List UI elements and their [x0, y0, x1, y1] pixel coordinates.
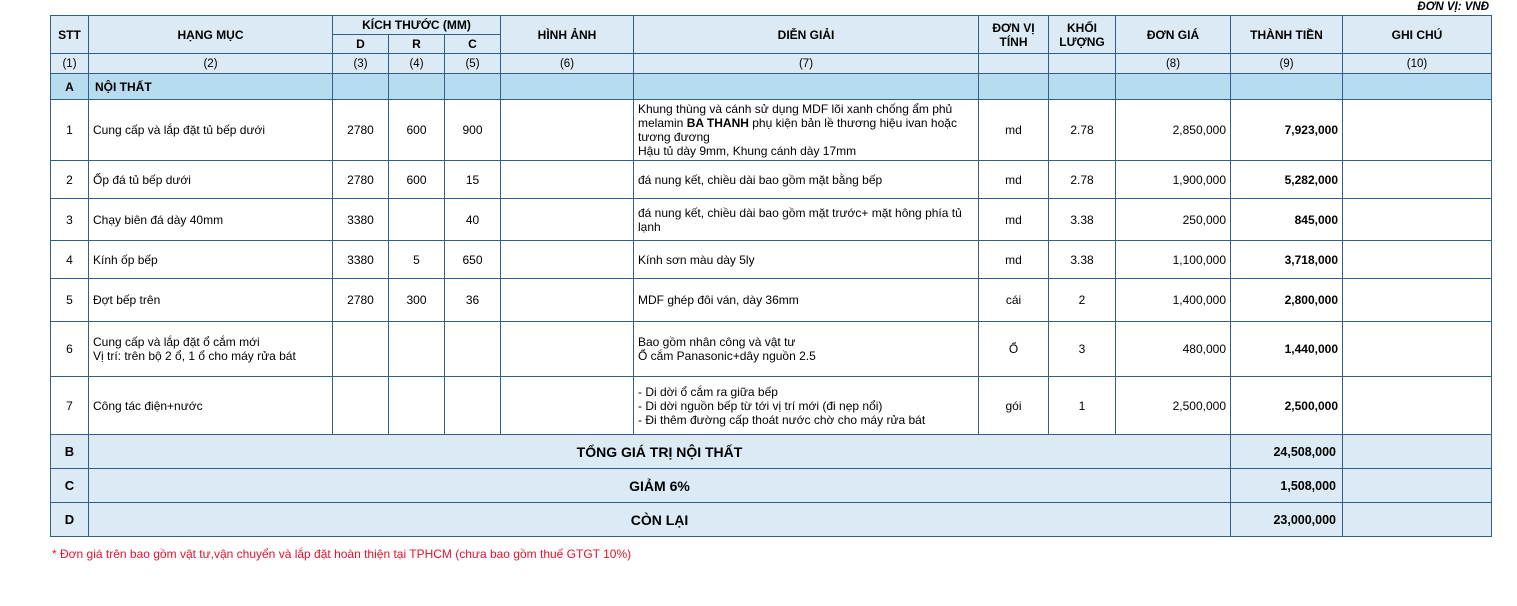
header-dien-giai: DIỄN GIẢI: [634, 16, 979, 54]
row-dim-r: 600: [389, 161, 445, 199]
desc-line-1: - Di dời ổ cắm ra giữa bếp: [638, 384, 778, 399]
desc-line-2: Hậu tủ dày 9mm, Khung cánh dày 17mm: [638, 144, 857, 158]
row-dien-giai: đá nung kết, chiều dài bao gồm mặt trước+ mặt hông phía tủ lạnh: [634, 199, 979, 241]
table-row: [51, 161, 1492, 199]
row-dim-d: 2780: [333, 161, 389, 199]
header-hang-muc: HẠNG MỤC: [89, 16, 333, 54]
row-ghi-chu: [1343, 100, 1492, 161]
row-khoi-luong: 3: [1049, 322, 1116, 377]
row-don-vi-tinh: md: [979, 199, 1049, 241]
row-image-cell: [501, 377, 634, 435]
row-dim-r: [389, 322, 445, 377]
row-dien-giai: [634, 100, 979, 161]
colnum-blank-kl: [1049, 54, 1116, 74]
row-hang-muc: Kính ốp bếp: [89, 241, 333, 279]
row-dim-r: 600: [389, 100, 445, 161]
desc-text-pre: Khung thùng và cánh sử dụng MDF lõi xanh chống ẩm phủ melamin: [638, 102, 953, 130]
row-dim-d: 3380: [333, 241, 389, 279]
section-blank-dvt: [979, 74, 1049, 100]
row-ghi-chu: [1343, 322, 1492, 377]
total-row-b: [51, 435, 1492, 469]
desc-line-2: Ổ cắm Panasonic+dây nguồn 2.5: [638, 349, 816, 363]
section-blank-c: [445, 74, 501, 100]
row-dim-d: 3380: [333, 199, 389, 241]
total-row-c: [51, 469, 1492, 503]
row-don-gia: 2,850,000: [1116, 100, 1231, 161]
row-dim-d: 2780: [333, 279, 389, 322]
row-don-vi-tinh: gói: [979, 377, 1049, 435]
total-blank-ghichu: [1343, 503, 1492, 537]
row-hang-muc: [89, 322, 333, 377]
row-don-gia: 1,400,000: [1116, 279, 1231, 322]
row-don-vi-tinh: md: [979, 161, 1049, 199]
row-dien-giai: [634, 322, 979, 377]
row-hang-muc: Ốp đá tủ bếp dưới: [89, 161, 333, 199]
total-value: 24,508,000: [1231, 435, 1343, 469]
row-dim-c: [445, 377, 501, 435]
column-number-row: [51, 54, 1492, 74]
row-stt: 5: [51, 279, 89, 322]
row-don-gia: 1,100,000: [1116, 241, 1231, 279]
row-dim-r: 300: [389, 279, 445, 322]
table-row: [51, 199, 1492, 241]
section-letter: A: [51, 74, 89, 100]
row-stt: 4: [51, 241, 89, 279]
section-blank-desc: [634, 74, 979, 100]
desc-line-3: - Đi thêm đường cấp thoát nước chờ cho máy rửa bát: [638, 412, 926, 427]
table-header: [51, 16, 1492, 54]
total-label: GIẢM 6%: [89, 469, 1231, 503]
row-dim-c: 650: [445, 241, 501, 279]
row-hang-muc: Đợt bếp trên: [89, 279, 333, 322]
colnum-blank-dvt: [979, 54, 1049, 74]
section-blank-dongia: [1116, 74, 1231, 100]
row-dien-giai: [634, 377, 979, 435]
colnum-9: (9): [1231, 54, 1343, 74]
row-thanh-tien: 2,800,000: [1231, 279, 1343, 322]
table-row: [51, 241, 1492, 279]
footnote: * Đơn giá trên bao gồm vật tư,vận chuyển và lắp đặt hoàn thiện tại TPHCM (chưa bao gồm thuế GTGT 10%): [52, 547, 632, 561]
row-stt: 3: [51, 199, 89, 241]
row-dim-r: 5: [389, 241, 445, 279]
row-ghi-chu: [1343, 199, 1492, 241]
row-don-gia: 1,900,000: [1116, 161, 1231, 199]
row-don-vi-tinh: md: [979, 100, 1049, 161]
row-dim-c: 36: [445, 279, 501, 322]
total-value: 23,000,000: [1231, 503, 1343, 537]
total-label: TỔNG GIÁ TRỊ NỘI THẤT: [89, 435, 1231, 469]
row-hang-muc-line-2: Vị trí: trên bộ 2 ổ, 1 ổ cho máy rửa bát: [93, 349, 296, 363]
desc-line-1: Bao gồm nhân công và vật tư: [638, 335, 796, 349]
row-don-gia: 250,000: [1116, 199, 1231, 241]
section-blank-img: [501, 74, 634, 100]
row-khoi-luong: 2: [1049, 279, 1116, 322]
row-dien-giai: đá nung kết, chiều dài bao gồm mặt bằng bếp: [634, 161, 979, 199]
row-dim-r: [389, 377, 445, 435]
row-hang-muc-line-1: Cung cấp và lắp đặt ổ cắm mới: [93, 335, 260, 349]
header-don-vi-tinh: ĐƠN VỊ TÍNH: [979, 16, 1049, 54]
section-blank-ghichu: [1343, 74, 1492, 100]
row-thanh-tien: 3,718,000: [1231, 241, 1343, 279]
header-dim-c: C: [445, 35, 501, 54]
header-row-1: [51, 16, 1492, 35]
row-ghi-chu: [1343, 279, 1492, 322]
section-name: NỘI THẤT: [89, 74, 333, 100]
row-image-cell: [501, 161, 634, 199]
header-kich-thuoc: KÍCH THƯỚC (MM): [333, 16, 501, 35]
section-blank-r: [389, 74, 445, 100]
row-dim-r: [389, 199, 445, 241]
row-image-cell: [501, 279, 634, 322]
row-dim-d: [333, 322, 389, 377]
currency-note: ĐƠN VỊ: VNĐ: [1417, 1, 1489, 13]
table-row: [51, 100, 1492, 161]
row-dien-giai: MDF ghép đôi ván, dày 36mm: [634, 279, 979, 322]
row-image-cell: [501, 100, 634, 161]
colnum-8: (8): [1116, 54, 1231, 74]
row-dien-giai: Kính sơn màu dày 5ly: [634, 241, 979, 279]
total-value: 1,508,000: [1231, 469, 1343, 503]
row-khoi-luong: 3.38: [1049, 199, 1116, 241]
total-letter: B: [51, 435, 89, 469]
row-dim-c: 40: [445, 199, 501, 241]
row-image-cell: [501, 322, 634, 377]
total-letter: C: [51, 469, 89, 503]
colnum-2: (2): [89, 54, 333, 74]
table-row: [51, 322, 1492, 377]
row-thanh-tien: 2,500,000: [1231, 377, 1343, 435]
row-don-vi-tinh: Ổ: [979, 322, 1049, 377]
section-row-a: [51, 74, 1492, 100]
total-row-d: [51, 503, 1492, 537]
section-blank-thanhtien: [1231, 74, 1343, 100]
row-don-gia: 2,500,000: [1116, 377, 1231, 435]
header-hinh-anh: HÌNH ẢNH: [501, 16, 634, 54]
bill-of-quantities-table: [50, 15, 1492, 537]
section-blank-d: [333, 74, 389, 100]
row-image-cell: [501, 241, 634, 279]
table-row: [51, 279, 1492, 322]
row-thanh-tien: 1,440,000: [1231, 322, 1343, 377]
header-dim-r: R: [389, 35, 445, 54]
row-don-vi-tinh: cái: [979, 279, 1049, 322]
total-blank-ghichu: [1343, 435, 1492, 469]
row-dim-d: 2780: [333, 100, 389, 161]
row-stt: 2: [51, 161, 89, 199]
row-image-cell: [501, 199, 634, 241]
colnum-3: (3): [333, 54, 389, 74]
row-khoi-luong: 2.78: [1049, 100, 1116, 161]
row-thanh-tien: 845,000: [1231, 199, 1343, 241]
row-ghi-chu: [1343, 241, 1492, 279]
colnum-4: (4): [389, 54, 445, 74]
row-khoi-luong: 3.38: [1049, 241, 1116, 279]
row-don-gia: 480,000: [1116, 322, 1231, 377]
row-thanh-tien: 7,923,000: [1231, 100, 1343, 161]
desc-text-post: phụ kiện bản lề thương hiệu ivan hoặc tương đương: [638, 116, 957, 144]
section-blank-kl: [1049, 74, 1116, 100]
desc-brand: BA THANH: [686, 116, 749, 130]
colnum-6: (6): [501, 54, 634, 74]
row-dim-c: 15: [445, 161, 501, 199]
header-thanh-tien: THÀNH TIỀN: [1231, 16, 1343, 54]
header-ghi-chu: GHI CHÚ: [1343, 16, 1492, 54]
row-khoi-luong: 2.78: [1049, 161, 1116, 199]
row-dim-c: 900: [445, 100, 501, 161]
header-don-gia: ĐƠN GIÁ: [1116, 16, 1231, 54]
header-khoi-luong: KHỐI LƯỢNG: [1049, 16, 1116, 54]
colnum-10: (10): [1343, 54, 1492, 74]
total-label: CÒN LẠI: [89, 503, 1231, 537]
row-don-vi-tinh: md: [979, 241, 1049, 279]
row-hang-muc: Chạy biên đá dày 40mm: [89, 199, 333, 241]
row-hang-muc: Cung cấp và lắp đặt tủ bếp dưới: [89, 100, 333, 161]
row-ghi-chu: [1343, 161, 1492, 199]
colnum-7: (7): [634, 54, 979, 74]
header-stt: STT: [51, 16, 89, 54]
header-dim-d: D: [333, 35, 389, 54]
table-row: [51, 377, 1492, 435]
row-stt: 7: [51, 377, 89, 435]
row-stt: 1: [51, 100, 89, 161]
colnum-5: (5): [445, 54, 501, 74]
table-body: [51, 54, 1492, 537]
row-thanh-tien: 5,282,000: [1231, 161, 1343, 199]
row-hang-muc: Công tác điện+nước: [89, 377, 333, 435]
total-blank-ghichu: [1343, 469, 1492, 503]
row-ghi-chu: [1343, 377, 1492, 435]
row-dim-c: [445, 322, 501, 377]
row-khoi-luong: 1: [1049, 377, 1116, 435]
total-letter: D: [51, 503, 89, 537]
desc-line-2: - Di dời nguồn bếp từ tới vị trí mới (đi nẹp nổi): [638, 398, 883, 413]
row-dim-d: [333, 377, 389, 435]
colnum-1: (1): [51, 54, 89, 74]
row-stt: 6: [51, 322, 89, 377]
